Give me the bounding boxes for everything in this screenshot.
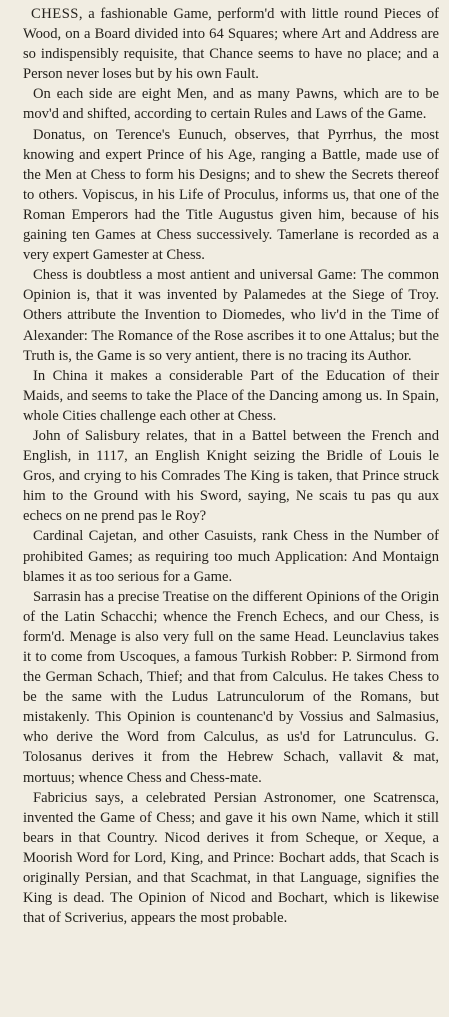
- paragraph-origin: Chess is doubtless a most antient and universal Game: The common Opinion is, that it was invented by Palamedes at the Siege of Troy. Others attribute the Invention to Diomedes, who liv'd in the Time of Alexander: The Romance of the Rose ascribes it to one Attalus; but the Truth is, the Game is so very antient, there is no tracing its Author.: [23, 267, 439, 364]
- paragraph-donatus: Donatus, on Terence's Eunuch, observes, that Pyrrhus, the most knowing and expert Prince of his Age, ranging a Battle, made use of the Men at Chess to form his Designs; and to shew the Secrets thereof to others. Vopiscus, in his Life of Proculus, informs us, that one of the Roman Emperors had the Title Augustus given him, because of his gaining ten Games at Chess successively. Tamerlane is recorded as a very expert Gamester at Chess.: [23, 126, 439, 264]
- entry-heading: CHESS: [31, 6, 79, 22]
- paragraph-sarrasin: Sarrasin has a precise Treatise on the different Opinions of the Origin of the Latin Schacchi; whence the French Echecs, and our Chess, is form'd. Menage is also very full on the same Head. Leunclavius takes it to come from Uscoques, a famous Turkish Robber: P. Sirmond from the German Schach, Thief; and that from Calculus. He takes Chess to be the same with the Ludus Latrunculorum of the Romans, but mistakenly. This Opinion is countenanc'd by Vossius and Salmasius, who derive the Word from Calculus, as us'd for Latrunculus. G. Tolosanus derives it from the Hebrew Schach, vallavit & mat, mortuus; whence Chess and Chess-mate.: [23, 588, 439, 786]
- paragraph-salisbury: John of Salisbury relates, that in a Battel between the French and English, in 1117, an English Knight seizing the Bridle of Louis le Gros, and crying to his Comrades The King is taken, that Prince struck him to the Ground with his Sword, saying, Ne scais tu pas qu aux echecs on ne prend pas le Roy?: [23, 427, 439, 525]
- paragraph-cajetan: Cardinal Cajetan, and other Casuists, rank Chess in the Number of prohibited Games; as requiring too much Application: And Montaign blames it as too serious for a Game.: [23, 528, 439, 585]
- paragraph-china: In China it makes a considerable Part of the Education of their Maids, and seems to take the Place of the Dancing among us. In Spain, whole Cities challenge each other at Chess.: [23, 367, 439, 424]
- paragraph-fabricius: Fabricius says, a celebrated Persian Astronomer, one Scatrensca, invented the Game of Chess; and gave it his own Name, which it still bears in that Country. Nicod derives it from Scheque, or Xeque, a Moorish Word for Lord, King, and Prince: Bochart adds, that Scach is originally Persian, and that Scachmat, in that Language, signifies the King is dead. The Opinion of Nicod and Bochart, which is likewise that of Scriverius, appears the most probable.: [23, 789, 439, 927]
- definition-text: , a fashionable Game, perform'd with little round Pieces of Wood, on a Board divided into 64 Squares; where Art and Address are so indispensibly requisite, that Chance seems to have no place; and a Person never loses but by his own Fault.: [23, 6, 439, 83]
- paragraph-definition: [23, 4, 439, 84]
- paragraph-men-and-pawns: On each side are eight Men, and as many Pawns, which are to be mov'd and shifted, according to certain Rules and Laws of the Game.: [23, 86, 439, 123]
